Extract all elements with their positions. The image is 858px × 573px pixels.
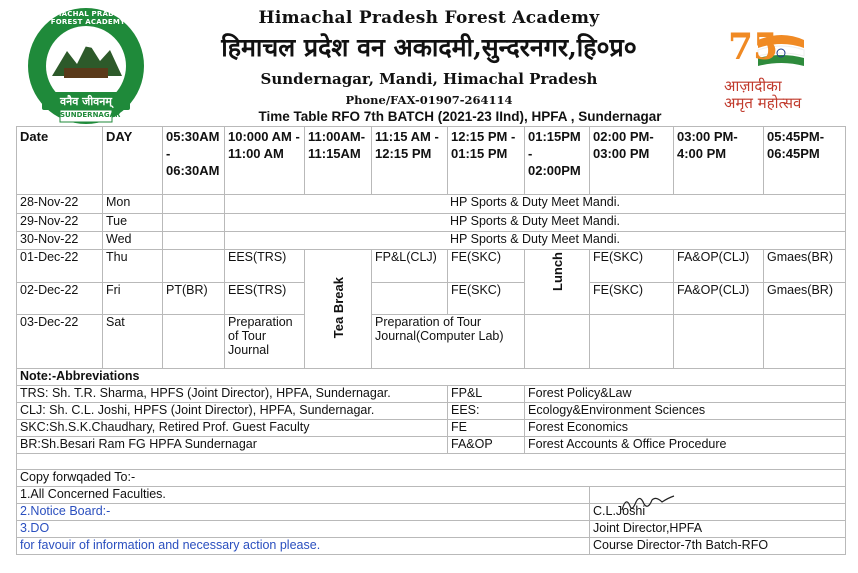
sign-course: Course Director-7th Batch-RFO: [590, 538, 846, 555]
slot-cell: FP&L(CLJ): [372, 250, 448, 283]
slot-cell: Gmaes(BR): [764, 250, 846, 283]
logo-place: SUNDERNAGAR: [60, 111, 121, 119]
slot-cell: Preparation of Tour Journal: [225, 315, 305, 369]
timetable: [16, 126, 846, 555]
slot-cell: FE(SKC): [448, 250, 525, 283]
slot-cell: FA&OP(CLJ): [674, 283, 764, 315]
slot-cell: FA&OP(CLJ): [674, 250, 764, 283]
header-cell: 05:45PM- 06:45PM: [764, 127, 846, 195]
day-cell: Fri: [103, 283, 163, 315]
academy-title-hi: हिमाचल प्रदेश वन अकादमी,सुन्दरनगर,हि०प्र०: [221, 33, 637, 62]
azadi-logo: [722, 26, 832, 118]
azadi-line2: अमृत महोत्सव: [724, 94, 802, 112]
table-row: [17, 315, 846, 369]
azadi-number: 75: [728, 26, 779, 68]
abbr-code: FP&L: [448, 386, 525, 403]
tea-break-cell: [305, 250, 372, 369]
footer-row: [17, 504, 846, 521]
footer-row: [17, 470, 846, 487]
slot-cell: FE(SKC): [590, 250, 674, 283]
date-cell: 02-Dec-22: [17, 283, 103, 315]
slot-cell: [590, 315, 674, 369]
abbr-meaning: Forest Economics: [525, 420, 846, 437]
address: Sundernagar, Mandi, Himachal Pradesh: [260, 70, 598, 88]
sign-title: Joint Director,HPFA: [590, 521, 846, 538]
slot-cell: [674, 315, 764, 369]
table-row: [17, 283, 846, 315]
lunch-label: Lunch: [549, 252, 565, 291]
header-cell: 11:15 AM - 12:15 PM: [372, 127, 448, 195]
header-cell: Date: [17, 127, 103, 195]
footer-row: [17, 521, 846, 538]
slot-cell: FE(SKC): [448, 283, 525, 315]
sign-name: C.L.Joshi: [590, 504, 846, 521]
signature: [618, 492, 678, 516]
slot-cell: [764, 315, 846, 369]
slot-cell: Gmaes(BR): [764, 283, 846, 315]
header-cell: DAY: [103, 127, 163, 195]
merged-cell: HP Sports & Duty Meet Mandi.: [225, 232, 846, 250]
header-row: [17, 127, 846, 195]
day-cell: Tue: [103, 214, 163, 232]
faculty-note: TRS: Sh. T.R. Sharma, HPFS (Joint Director), HPFA, Sundernagar.: [17, 386, 448, 403]
abbr-code: FA&OP: [448, 437, 525, 454]
timetable-title: Time Table RFO 7th BATCH (2021-23 IInd), HPFA , Sundernagar: [258, 109, 662, 124]
footer-row: [17, 487, 846, 504]
notes-row: [17, 386, 846, 403]
date-cell: 28-Nov-22: [17, 195, 103, 214]
slot-cell: [163, 250, 225, 283]
header-cell: 05:30AM - 06:30AM: [163, 127, 225, 195]
date-cell: 30-Nov-22: [17, 232, 103, 250]
logo-ring-text: HIMACHAL PRADESH FOREST ACADEMY: [45, 10, 131, 26]
header-cell: 02:00 PM- 03:00 PM: [590, 127, 674, 195]
logo-motto: वनैव जीवनम्: [60, 95, 112, 108]
date-cell: 03-Dec-22: [17, 315, 103, 369]
abbr-meaning: Forest Accounts & Office Procedure: [525, 437, 846, 454]
abbr-meaning: Ecology&Environment Sciences: [525, 403, 846, 420]
notes-row: [17, 420, 846, 437]
slot-cell: EES(TRS): [225, 283, 305, 315]
tea-break-label: Tea Break: [330, 276, 346, 339]
abbr-code: FE: [448, 420, 525, 437]
copy-line: 1.All Concerned Faculties.: [17, 487, 590, 504]
footer-row: [17, 538, 846, 555]
slot-cell: [163, 315, 225, 369]
slot-cell: Preparation of Tour Journal(Computer Lab): [372, 315, 525, 369]
day-cell: Thu: [103, 250, 163, 283]
azadi-line1: आज़ादीका: [724, 77, 782, 95]
date-cell: 29-Nov-22: [17, 214, 103, 232]
day-cell: Mon: [103, 195, 163, 214]
table-row: [17, 232, 846, 250]
header-cell: 01:15PM - 02:00PM: [525, 127, 590, 195]
copy-to: Copy forwqaded To:-: [17, 470, 846, 487]
faculty-note: CLJ: Sh. C.L. Joshi, HPFS (Joint Director), HPFA, Sundernagar.: [17, 403, 448, 420]
copy-line: for favouir of information and necessary action please.: [17, 538, 590, 555]
faculty-note: SKC:Sh.S.K.Chaudhary, Retired Prof. Guest Faculty: [17, 420, 448, 437]
lunch-cell: [525, 250, 590, 315]
table-row: [17, 250, 846, 283]
merged-cell: HP Sports & Duty Meet Mandi.: [225, 214, 846, 232]
abbr-code: EES:: [448, 403, 525, 420]
table-row: [17, 195, 846, 214]
copy-line: 3.DO: [17, 521, 590, 538]
abbr-meaning: Forest Policy&Law: [525, 386, 846, 403]
slot-cell: EES(TRS): [225, 250, 305, 283]
merged-cell: HP Sports & Duty Meet Mandi.: [225, 195, 846, 214]
header-cell: 12:15 PM - 01:15 PM: [448, 127, 525, 195]
academy-title-en: Himachal Pradesh Forest Academy: [258, 8, 600, 28]
header-cell: 10:000 AM - 11:00 AM: [225, 127, 305, 195]
table-row: [17, 214, 846, 232]
date-cell: 01-Dec-22: [17, 250, 103, 283]
slot-cell: FE(SKC): [590, 283, 674, 315]
header-cell: 11:00AM- 11:15AM: [305, 127, 372, 195]
slot-cell: PT(BR): [163, 283, 225, 315]
notes-row: [17, 403, 846, 420]
notes-row: [17, 437, 846, 454]
faculty-note: BR:Sh.Besari Ram FG HPFA Sundernagar: [17, 437, 448, 454]
day-cell: Wed: [103, 232, 163, 250]
notes-title: Note:-Abbreviations: [17, 369, 846, 386]
copy-line: 2.Notice Board:-: [17, 504, 590, 521]
phone: Phone/FAX-01907-264114: [345, 93, 513, 107]
notes-title-row: [17, 369, 846, 386]
slot-cell: [372, 283, 448, 315]
header-cell: 03:00 PM- 4:00 PM: [674, 127, 764, 195]
spacer-row: [17, 454, 846, 470]
day-cell: Sat: [103, 315, 163, 369]
